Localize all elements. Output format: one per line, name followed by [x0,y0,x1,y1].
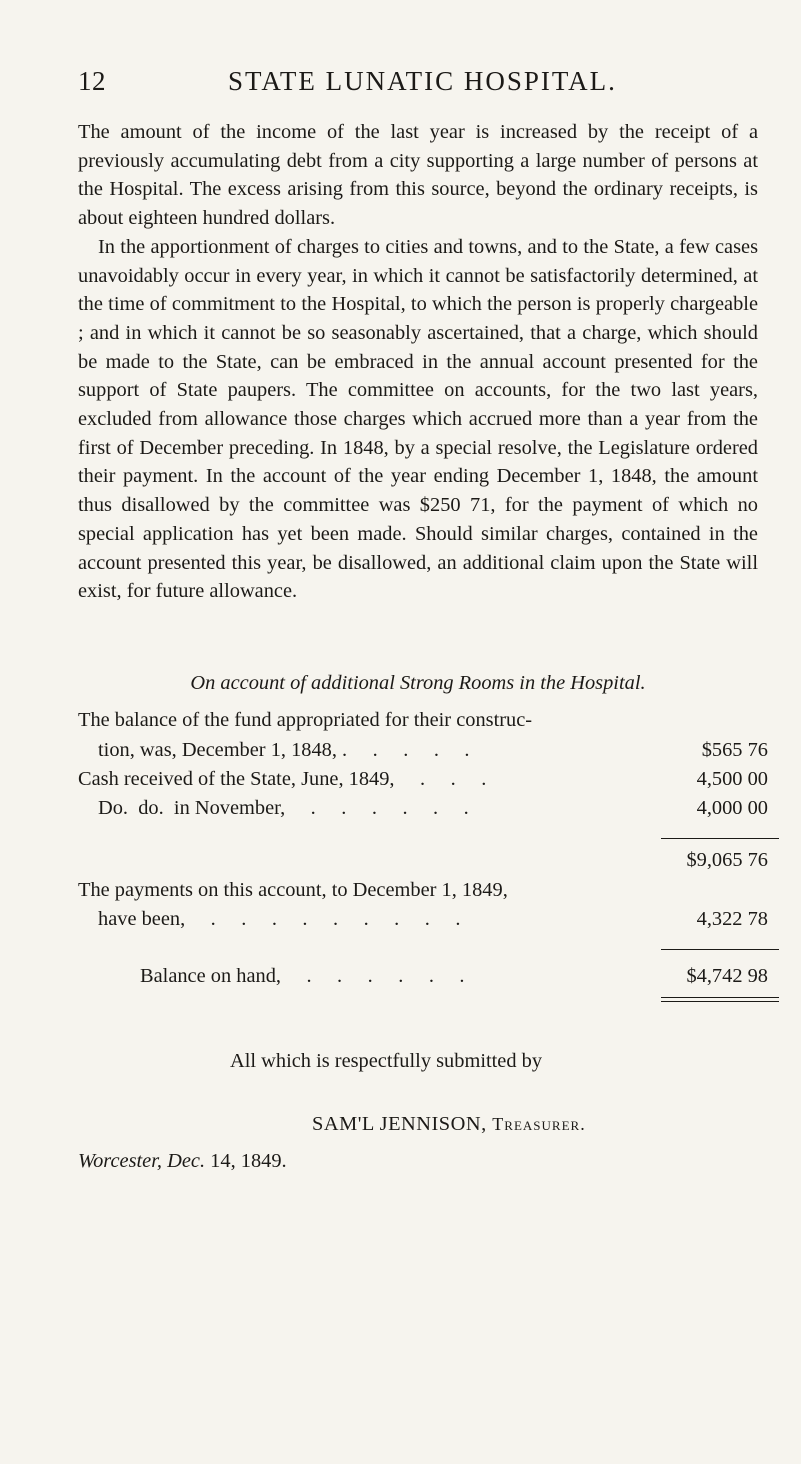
signer-name: SAM'L JENNISON, [312,1113,487,1135]
amount: $565 76 [701,739,768,761]
body-text [78,118,758,606]
subtotal-amount: $9,065 76 [686,849,768,871]
page-number: 12 [78,66,106,96]
subtotal-line [78,846,768,874]
sum-rule [661,949,779,950]
account-line-1: tion, was, December 1, 1848, . . . . . $565 76 [78,736,768,764]
balance-amount: $4,742 98 [686,965,768,987]
balance-line: Balance on hand, . . . . . . $4,742 98 [78,962,768,990]
double-rule [661,997,779,1002]
closing-line: All which is respectfully submitted by [230,1050,543,1072]
sum-rule [661,838,779,839]
amount: 4,000 00 [696,797,768,819]
paragraph: In the apportionment of charges to cities and towns, and to the State, a few cases unavoidably occur in every year, in which it cannot be satisfactorily determined, at the time of commitment to the Hospital, to which the person is properly chargeable ; and in which it cannot be so seasonably ascertained, that a charge, which should be made to the State, can be embraced in the annual account presented for the support of State paupers. The committee on accounts, for the two last years, excluded from allowance those charges which accrued more than a year from the first of December preceding. In 1848, by a special resolve, the Legislature ordered their payment. In the account of the year ending December 1, 1848, the amount thus disallowed by the committee was $250 71, for the payment of which no special application has yet been made. Should similar charges, contained in the account presented this year, be disallowed, an additional claim upon the State will exist, for future allowance. [78,235,758,603]
paragraph: The amount of the income of the last year is increased by the receipt of a previously accumulating debt from a city supporting a large number of persons at the Hospital. The excess arising from this source, beyond the ordinary receipts, is about eighteen hundred dollars. [78,121,758,230]
amount: 4,322 78 [696,908,768,930]
signature-line [312,1113,586,1136]
dateline-rest: 14, 1849. [210,1150,287,1172]
dateline [78,1150,287,1173]
running-title: STATE LUNATIC HOSPITAL. [228,66,617,96]
payments-line: have been, . . . . . . . . . 4,322 78 [78,905,768,933]
page-header [78,66,698,106]
dateline-month: Dec. [167,1150,206,1172]
dateline-place: Worcester, [78,1150,163,1172]
signer-role: Treasurer. [492,1114,586,1134]
section-heading: On account of additional Strong Rooms in the Hospital. [190,672,646,694]
amount: 4,500 00 [696,768,768,790]
account-line-2: Cash received of the State, June, 1849, . . . 4,500 00 [78,765,768,793]
account-line-3: Do. do. in November, . . . . . . 4,000 00 [78,794,768,822]
account-line-1a: The balance of the fund appropriated for their construc- [78,709,533,731]
payments-line-a: The payments on this account, to December 1, 1849, [78,879,508,901]
